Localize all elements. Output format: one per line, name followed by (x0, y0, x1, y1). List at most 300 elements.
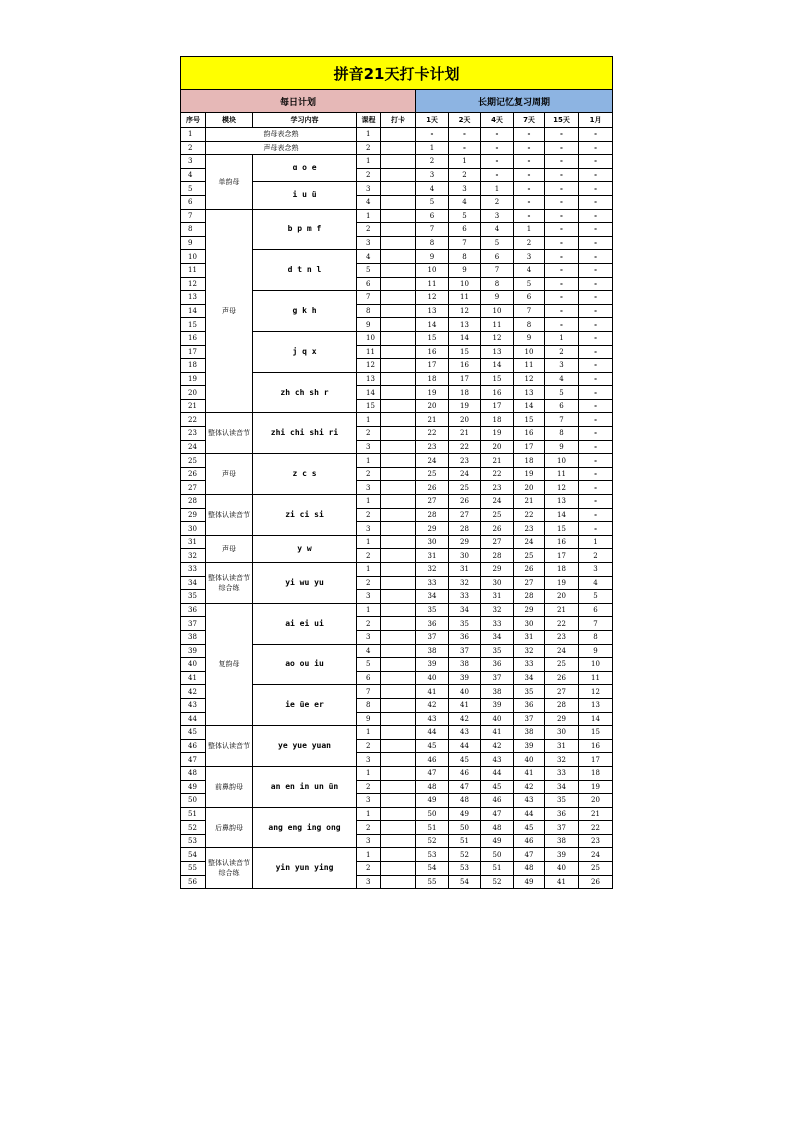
checkin-cell[interactable] (381, 195, 416, 209)
review-7d-cell: 45 (514, 821, 545, 835)
lesson-cell: 2 (357, 617, 381, 631)
row-index: 30 (181, 522, 206, 536)
review-7d-cell: 39 (514, 739, 545, 753)
lesson-cell: 8 (357, 698, 381, 712)
row-index: 40 (181, 658, 206, 672)
col-header-content: 学习内容 (253, 113, 357, 128)
checkin-cell[interactable] (381, 834, 416, 848)
review-1m-cell: - (579, 250, 613, 264)
row-index: 33 (181, 563, 206, 577)
review-1d-cell: 1 (416, 141, 449, 155)
review-1m-cell: - (579, 399, 613, 413)
review-2d-cell: 35 (449, 617, 481, 631)
review-7d-cell: 47 (514, 848, 545, 862)
table-row (181, 413, 613, 427)
review-15d-cell: - (545, 168, 579, 182)
review-7d-cell: - (514, 141, 545, 155)
checkin-cell[interactable] (381, 875, 416, 889)
review-7d-cell: 42 (514, 780, 545, 794)
review-15d-cell: 15 (545, 522, 579, 536)
checkin-cell[interactable] (381, 263, 416, 277)
review-15d-cell: 29 (545, 712, 579, 726)
review-2d-cell: 24 (449, 467, 481, 481)
review-1m-cell: - (579, 372, 613, 386)
checkin-cell[interactable] (381, 766, 416, 780)
review-1d-cell: 17 (416, 359, 449, 373)
checkin-cell[interactable] (381, 467, 416, 481)
review-2d-cell: 11 (449, 291, 481, 305)
table-row (181, 128, 613, 142)
content-cell: b p m f (253, 209, 357, 250)
review-15d-cell: 41 (545, 875, 579, 889)
review-1m-cell: - (579, 413, 613, 427)
review-1m-cell: 3 (579, 563, 613, 577)
lesson-cell: 2 (357, 223, 381, 237)
col-header-lesson: 课程 (357, 113, 381, 128)
review-15d-cell: 24 (545, 644, 579, 658)
content-cell: an en in un ün (253, 766, 357, 807)
checkin-cell[interactable] (381, 522, 416, 536)
checkin-cell[interactable] (381, 508, 416, 522)
review-1m-cell: 2 (579, 549, 613, 563)
review-1d-cell: 16 (416, 345, 449, 359)
review-4d-cell: 19 (481, 427, 514, 441)
review-4d-cell: 8 (481, 277, 514, 291)
review-2d-cell: 47 (449, 780, 481, 794)
review-1m-cell: 21 (579, 807, 613, 821)
checkin-cell[interactable] (381, 236, 416, 250)
row-index: 6 (181, 195, 206, 209)
review-2d-cell: 5 (449, 209, 481, 223)
checkin-cell[interactable] (381, 671, 416, 685)
checkin-cell[interactable] (381, 440, 416, 454)
row-index: 1 (181, 128, 206, 142)
review-7d-cell: 36 (514, 698, 545, 712)
checkin-cell[interactable] (381, 603, 416, 617)
checkin-cell[interactable] (381, 250, 416, 264)
review-7d-cell: 30 (514, 617, 545, 631)
content-cell: ao ou iu (253, 644, 357, 685)
review-1d-cell: 30 (416, 535, 449, 549)
checkin-cell[interactable] (381, 209, 416, 223)
col-header-review-4d: 4天 (481, 113, 514, 128)
plan-table-body (181, 128, 613, 889)
review-4d-cell: 52 (481, 875, 514, 889)
checkin-cell[interactable] (381, 128, 416, 142)
review-2d-cell: 49 (449, 807, 481, 821)
review-1m-cell: 15 (579, 726, 613, 740)
review-1m-cell: - (579, 304, 613, 318)
lesson-cell: 1 (357, 766, 381, 780)
review-1m-cell: 19 (579, 780, 613, 794)
review-1d-cell: 19 (416, 386, 449, 400)
review-4d-cell: 4 (481, 223, 514, 237)
review-1m-cell: 12 (579, 685, 613, 699)
row-index: 26 (181, 467, 206, 481)
checkin-cell[interactable] (381, 372, 416, 386)
row-index: 13 (181, 291, 206, 305)
review-1d-cell: 29 (416, 522, 449, 536)
content-cell: d t n l (253, 250, 357, 291)
col-header-review-1m: 1月 (579, 113, 613, 128)
review-2d-cell: 18 (449, 386, 481, 400)
review-7d-cell: 5 (514, 277, 545, 291)
checkin-cell[interactable] (381, 413, 416, 427)
lesson-cell: 10 (357, 331, 381, 345)
review-2d-cell: 29 (449, 535, 481, 549)
review-15d-cell: - (545, 318, 579, 332)
row-index: 8 (181, 223, 206, 237)
review-2d-cell: 32 (449, 576, 481, 590)
module-cell: 前鼻韵母 (206, 766, 253, 807)
review-7d-cell: 3 (514, 250, 545, 264)
review-15d-cell: 10 (545, 454, 579, 468)
review-1d-cell: 8 (416, 236, 449, 250)
checkin-cell[interactable] (381, 345, 416, 359)
review-15d-cell: - (545, 223, 579, 237)
lesson-cell: 1 (357, 535, 381, 549)
content-cell: j q x (253, 331, 357, 372)
review-1d-cell: 43 (416, 712, 449, 726)
checkin-cell[interactable] (381, 780, 416, 794)
checkin-cell[interactable] (381, 359, 416, 373)
review-15d-cell: - (545, 291, 579, 305)
review-7d-cell: - (514, 168, 545, 182)
review-4d-cell: 49 (481, 834, 514, 848)
row-index: 44 (181, 712, 206, 726)
review-15d-cell: 31 (545, 739, 579, 753)
review-7d-cell: 12 (514, 372, 545, 386)
review-1m-cell: 9 (579, 644, 613, 658)
content-cell: ie üe er (253, 685, 357, 726)
review-1m-cell: 8 (579, 630, 613, 644)
study-item-cell: 声母表念熟 (206, 141, 357, 155)
checkin-cell[interactable] (381, 739, 416, 753)
review-1m-cell: 5 (579, 590, 613, 604)
col-header-checkin: 打卡 (381, 113, 416, 128)
review-4d-cell: 26 (481, 522, 514, 536)
row-index: 48 (181, 766, 206, 780)
review-1d-cell: 21 (416, 413, 449, 427)
review-1d-cell: 40 (416, 671, 449, 685)
review-7d-cell: 25 (514, 549, 545, 563)
review-4d-cell: 9 (481, 291, 514, 305)
col-header-review-15d: 15天 (545, 113, 579, 128)
checkin-cell[interactable] (381, 794, 416, 808)
review-1m-cell: 16 (579, 739, 613, 753)
lesson-cell: 1 (357, 454, 381, 468)
checkin-cell[interactable] (381, 427, 416, 441)
review-1m-cell: - (579, 141, 613, 155)
review-7d-cell: 9 (514, 331, 545, 345)
review-1m-cell: - (579, 345, 613, 359)
review-1m-cell: 4 (579, 576, 613, 590)
checkin-cell[interactable] (381, 644, 416, 658)
review-4d-cell: 22 (481, 467, 514, 481)
review-2d-cell: 26 (449, 495, 481, 509)
review-15d-cell: - (545, 263, 579, 277)
checkin-cell[interactable] (381, 712, 416, 726)
review-1d-cell: 48 (416, 780, 449, 794)
review-2d-cell: 10 (449, 277, 481, 291)
review-4d-cell: 32 (481, 603, 514, 617)
review-7d-cell: 11 (514, 359, 545, 373)
review-2d-cell: 21 (449, 427, 481, 441)
lesson-cell: 5 (357, 658, 381, 672)
review-15d-cell: 38 (545, 834, 579, 848)
lesson-cell: 2 (357, 141, 381, 155)
content-cell: yin yun ying (253, 848, 357, 889)
row-index: 22 (181, 413, 206, 427)
table-row (181, 807, 613, 821)
review-4d-cell: 47 (481, 807, 514, 821)
review-7d-cell: 7 (514, 304, 545, 318)
row-index: 7 (181, 209, 206, 223)
row-index: 20 (181, 386, 206, 400)
module-cell: 声母 (206, 454, 253, 495)
review-7d-cell: 24 (514, 535, 545, 549)
module-cell: 整体认读音节 (206, 726, 253, 767)
review-1d-cell: 24 (416, 454, 449, 468)
review-15d-cell: 17 (545, 549, 579, 563)
review-15d-cell: 28 (545, 698, 579, 712)
review-15d-cell: 34 (545, 780, 579, 794)
review-4d-cell: 25 (481, 508, 514, 522)
lesson-cell: 3 (357, 590, 381, 604)
table-row (181, 495, 613, 509)
review-4d-cell: 30 (481, 576, 514, 590)
review-7d-cell: - (514, 128, 545, 142)
review-1m-cell: 22 (579, 821, 613, 835)
checkin-cell[interactable] (381, 630, 416, 644)
checkin-cell[interactable] (381, 549, 416, 563)
review-15d-cell: 7 (545, 413, 579, 427)
review-4d-cell: 11 (481, 318, 514, 332)
review-2d-cell: 27 (449, 508, 481, 522)
review-15d-cell: 23 (545, 630, 579, 644)
review-1m-cell: - (579, 427, 613, 441)
review-4d-cell: 24 (481, 495, 514, 509)
review-4d-cell: 20 (481, 440, 514, 454)
checkin-cell[interactable] (381, 698, 416, 712)
review-2d-cell: 46 (449, 766, 481, 780)
checkin-cell[interactable] (381, 481, 416, 495)
review-2d-cell: 19 (449, 399, 481, 413)
review-7d-cell: 26 (514, 563, 545, 577)
review-4d-cell: 39 (481, 698, 514, 712)
review-7d-cell: 17 (514, 440, 545, 454)
review-1m-cell: 26 (579, 875, 613, 889)
review-2d-cell: 9 (449, 263, 481, 277)
review-4d-cell: 44 (481, 766, 514, 780)
review-15d-cell: 21 (545, 603, 579, 617)
checkin-cell[interactable] (381, 576, 416, 590)
checkin-cell[interactable] (381, 386, 416, 400)
lesson-cell: 1 (357, 495, 381, 509)
review-2d-cell: 28 (449, 522, 481, 536)
review-cycle-header: 长期记忆复习周期 (416, 90, 613, 113)
review-1m-cell: - (579, 223, 613, 237)
lesson-cell: 3 (357, 182, 381, 196)
review-1m-cell: 10 (579, 658, 613, 672)
lesson-cell: 2 (357, 576, 381, 590)
checkin-cell[interactable] (381, 155, 416, 169)
content-cell: zhi chi shi ri (253, 413, 357, 454)
module-cell: 整体认读音节综合练 (206, 848, 253, 889)
review-1d-cell: 3 (416, 168, 449, 182)
table-row (181, 563, 613, 577)
review-4d-cell: 50 (481, 848, 514, 862)
table-row (181, 535, 613, 549)
study-item-cell: 韵母表念熟 (206, 128, 357, 142)
review-2d-cell: 42 (449, 712, 481, 726)
checkin-cell[interactable] (381, 821, 416, 835)
checkin-cell[interactable] (381, 168, 416, 182)
lesson-cell: 2 (357, 467, 381, 481)
row-index: 4 (181, 168, 206, 182)
review-1m-cell: 14 (579, 712, 613, 726)
checkin-cell[interactable] (381, 331, 416, 345)
review-7d-cell: 8 (514, 318, 545, 332)
review-2d-cell: 33 (449, 590, 481, 604)
daily-plan-header: 每日计划 (181, 90, 416, 113)
review-4d-cell: 51 (481, 862, 514, 876)
row-index: 51 (181, 807, 206, 821)
review-4d-cell: 41 (481, 726, 514, 740)
checkin-cell[interactable] (381, 535, 416, 549)
review-15d-cell: 16 (545, 535, 579, 549)
lesson-cell: 1 (357, 128, 381, 142)
review-15d-cell: - (545, 277, 579, 291)
review-2d-cell: 13 (449, 318, 481, 332)
lesson-cell: 4 (357, 195, 381, 209)
review-15d-cell: - (545, 250, 579, 264)
review-1m-cell: 11 (579, 671, 613, 685)
lesson-cell: 3 (357, 794, 381, 808)
checkin-cell[interactable] (381, 141, 416, 155)
row-index: 49 (181, 780, 206, 794)
module-cell: 整体认读音节 (206, 495, 253, 536)
checkin-cell[interactable] (381, 304, 416, 318)
review-2d-cell: 48 (449, 794, 481, 808)
review-1m-cell: 7 (579, 617, 613, 631)
review-1d-cell: 22 (416, 427, 449, 441)
row-index: 28 (181, 495, 206, 509)
row-index: 15 (181, 318, 206, 332)
review-15d-cell: 25 (545, 658, 579, 672)
row-index: 46 (181, 739, 206, 753)
row-index: 45 (181, 726, 206, 740)
review-7d-cell: 35 (514, 685, 545, 699)
checkin-cell[interactable] (381, 454, 416, 468)
lesson-cell: 2 (357, 549, 381, 563)
checkin-cell[interactable] (381, 318, 416, 332)
row-index: 54 (181, 848, 206, 862)
review-2d-cell: 17 (449, 372, 481, 386)
table-row (181, 726, 613, 740)
row-index: 36 (181, 603, 206, 617)
lesson-cell: 1 (357, 563, 381, 577)
checkin-cell[interactable] (381, 277, 416, 291)
checkin-cell[interactable] (381, 753, 416, 767)
review-1d-cell: 53 (416, 848, 449, 862)
checkin-cell[interactable] (381, 223, 416, 237)
checkin-cell[interactable] (381, 291, 416, 305)
review-7d-cell: 4 (514, 263, 545, 277)
review-2d-cell: 20 (449, 413, 481, 427)
checkin-cell[interactable] (381, 495, 416, 509)
review-15d-cell: - (545, 304, 579, 318)
review-7d-cell: 20 (514, 481, 545, 495)
review-4d-cell: 40 (481, 712, 514, 726)
col-header-review-2d: 2天 (449, 113, 481, 128)
review-1m-cell: - (579, 263, 613, 277)
review-7d-cell: 37 (514, 712, 545, 726)
review-1d-cell: 39 (416, 658, 449, 672)
review-15d-cell: 20 (545, 590, 579, 604)
checkin-cell[interactable] (381, 658, 416, 672)
review-15d-cell: 12 (545, 481, 579, 495)
review-1m-cell: - (579, 291, 613, 305)
table-row (181, 848, 613, 862)
review-4d-cell: 33 (481, 617, 514, 631)
col-header-review-1d: 1天 (416, 113, 449, 128)
pinyin-plan-table (180, 56, 613, 889)
review-2d-cell: 53 (449, 862, 481, 876)
lesson-cell: 6 (357, 277, 381, 291)
review-2d-cell: 36 (449, 630, 481, 644)
review-1m-cell: - (579, 195, 613, 209)
review-1d-cell: 25 (416, 467, 449, 481)
checkin-cell[interactable] (381, 590, 416, 604)
review-4d-cell: 15 (481, 372, 514, 386)
review-1m-cell: 17 (579, 753, 613, 767)
review-15d-cell: 27 (545, 685, 579, 699)
checkin-cell[interactable] (381, 862, 416, 876)
review-4d-cell: 23 (481, 481, 514, 495)
review-1d-cell: 41 (416, 685, 449, 699)
review-4d-cell: - (481, 155, 514, 169)
review-15d-cell: 2 (545, 345, 579, 359)
lesson-cell: 9 (357, 318, 381, 332)
checkin-cell[interactable] (381, 182, 416, 196)
review-15d-cell: 40 (545, 862, 579, 876)
review-1d-cell: 55 (416, 875, 449, 889)
checkin-cell[interactable] (381, 685, 416, 699)
checkin-cell[interactable] (381, 399, 416, 413)
review-4d-cell: 16 (481, 386, 514, 400)
review-4d-cell: 6 (481, 250, 514, 264)
review-7d-cell: 23 (514, 522, 545, 536)
checkin-cell[interactable] (381, 807, 416, 821)
review-15d-cell: 13 (545, 495, 579, 509)
checkin-cell[interactable] (381, 563, 416, 577)
review-4d-cell: 34 (481, 630, 514, 644)
content-cell: g k h (253, 291, 357, 332)
review-2d-cell: 8 (449, 250, 481, 264)
review-7d-cell: 32 (514, 644, 545, 658)
table-row (181, 766, 613, 780)
review-2d-cell: 52 (449, 848, 481, 862)
row-index: 55 (181, 862, 206, 876)
module-cell: 声母 (206, 209, 253, 413)
review-1d-cell: 37 (416, 630, 449, 644)
checkin-cell[interactable] (381, 726, 416, 740)
checkin-cell[interactable] (381, 848, 416, 862)
checkin-cell[interactable] (381, 617, 416, 631)
lesson-cell: 2 (357, 780, 381, 794)
review-1d-cell: 7 (416, 223, 449, 237)
